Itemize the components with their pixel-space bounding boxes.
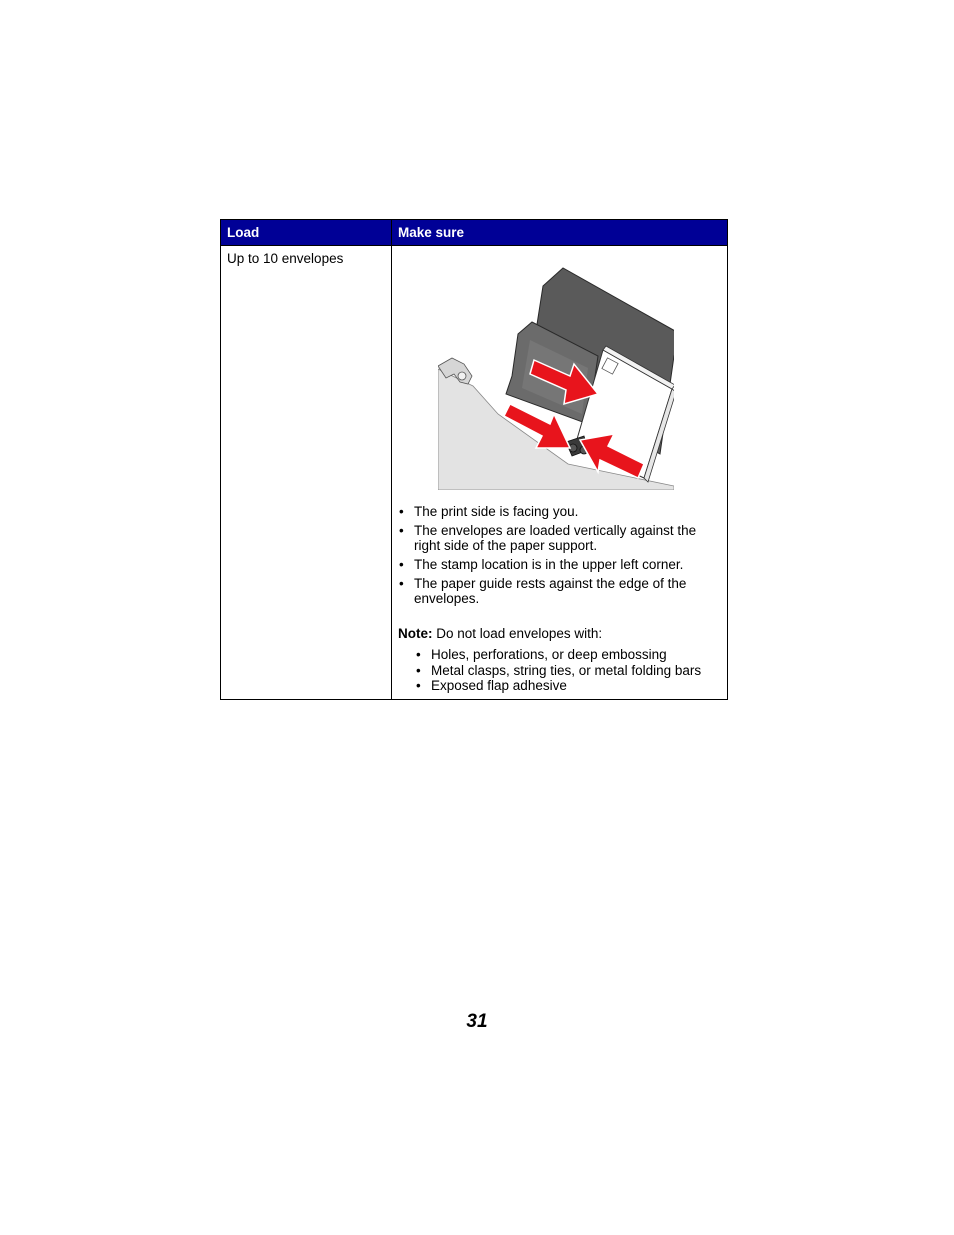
list-item: • The stamp location is in the upper left corner. — [399, 557, 684, 572]
list-item: • The paper guide rests against the edge of the envelopes. — [399, 576, 687, 606]
list-item-text: Metal clasps, string ties, or metal folding bars — [431, 662, 702, 678]
list-item-text: Holes, perforations, or deep embossing — [431, 647, 667, 662]
list-item-text: The print side is facing you. — [414, 504, 579, 519]
make-sure-cell — [392, 246, 728, 700]
page-number: 31 — [466, 1011, 488, 1032]
table-row — [221, 246, 728, 700]
header-make-sure: Make sure — [392, 220, 728, 246]
note — [392, 626, 727, 641]
list-item: • The print side is facing you. — [399, 504, 579, 519]
load-cell: Up to 10 envelopes — [221, 246, 392, 700]
list-item: • The envelopes are loaded vertically against the right side of the paper support. — [399, 523, 697, 553]
header-load: Load — [221, 220, 392, 246]
note-label: Note: — [398, 626, 433, 641]
list-item: • Metal clasps, string ties, or metal folding bars — [416, 662, 702, 678]
note-text: Do not load envelopes with: — [432, 626, 603, 641]
list-item-text: The stamp location is in the upper left corner. — [414, 557, 684, 572]
list-item-text: The paper guide rests against the edge of the envelopes. — [414, 576, 687, 606]
list-item-text: The envelopes are loaded vertically against the right side of the paper support. — [414, 523, 697, 553]
list-item: • Holes, perforations, or deep embossing — [416, 647, 667, 662]
list-item-text: Exposed flap adhesive — [431, 678, 567, 693]
paper-loading-table — [220, 219, 728, 700]
envelope-loading-illustration — [438, 264, 674, 490]
note-list — [392, 647, 727, 699]
list-item: • Exposed flap adhesive — [416, 678, 567, 693]
table-header-row — [221, 220, 728, 246]
make-sure-list — [392, 504, 727, 606]
